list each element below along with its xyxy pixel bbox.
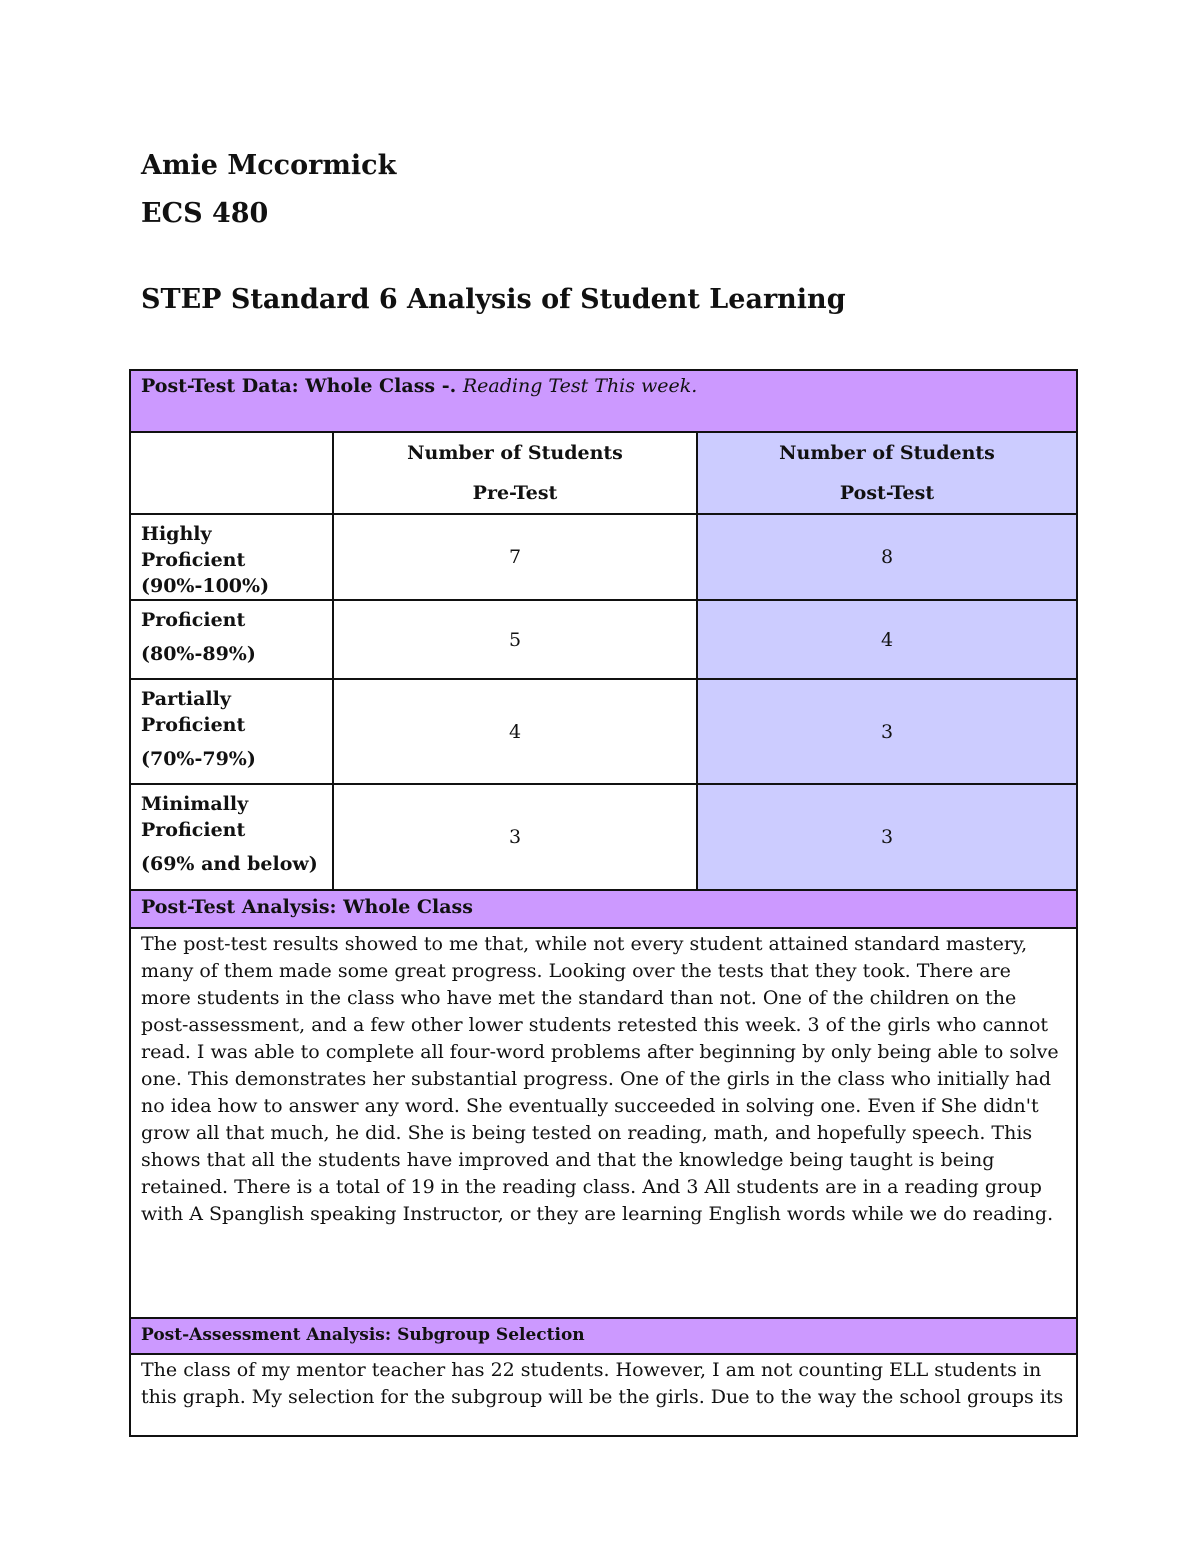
level-name: Highly Proficient bbox=[141, 523, 246, 571]
pre-test-count: 4 bbox=[333, 679, 697, 784]
level-name: Proficient bbox=[141, 609, 246, 631]
document-title: STEP Standard 6 Analysis of Student Learning bbox=[141, 284, 846, 315]
column-header-post bbox=[697, 432, 1077, 514]
level-name: Minimally Proficient bbox=[141, 793, 249, 841]
analysis-table bbox=[129, 369, 1078, 1437]
course-code: ECS 480 bbox=[141, 198, 269, 229]
table-row bbox=[130, 784, 1077, 890]
column-header-post-line2: Post-Test bbox=[839, 482, 935, 504]
level-range: (69% and below) bbox=[141, 853, 318, 875]
post-test-count: 4 bbox=[697, 600, 1077, 679]
level-label bbox=[130, 784, 333, 890]
level-range: (70%-79%) bbox=[141, 748, 256, 770]
author-name: Amie Mccormick bbox=[141, 150, 397, 181]
table-row bbox=[130, 514, 1077, 600]
analysis-text: The post-test results showed to me that, while not every student attained standard mastery, many of them made some great progress. Looking over the tests that they took. There are more students in the class who have met the standard than not. One of the children on the post-assessment, and a few other lower students retested this week. 3 of the girls who cannot read. I was able to complete all four-word problems after beginning by only being able to solve one. This demonstrates her substantial progress. One of the girls in the class who initially had no idea how to answer any word. She eventually succeeded in solving one. Even if She didn't grow all that much, he did. She is being tested on reading, math, and hopefully speech. This shows that all the students have improved and that the knowledge being taught is being retained. There is a total of 19 in the reading class. And 3 All students are in a reading group with A Spanglish speaking Instructor, or they are learning English words while we do reading. bbox=[130, 928, 1077, 1318]
level-label bbox=[130, 679, 333, 784]
analysis-heading: Post-Test Analysis: Whole Class bbox=[130, 890, 1077, 928]
post-test-count: 3 bbox=[697, 679, 1077, 784]
table-row bbox=[130, 600, 1077, 679]
column-header-pre-line2: Pre-Test bbox=[472, 482, 558, 504]
table-row bbox=[130, 679, 1077, 784]
table-caption bbox=[130, 370, 1077, 432]
pre-test-count: 3 bbox=[333, 784, 697, 890]
level-range: (90%-100%) bbox=[141, 575, 270, 597]
level-range: (80%-89%) bbox=[141, 643, 256, 665]
column-header-pre bbox=[333, 432, 697, 514]
pre-test-count: 7 bbox=[333, 514, 697, 600]
empty-header-cell bbox=[130, 432, 333, 514]
caption-italic: Reading Test This week. bbox=[462, 375, 698, 397]
pre-test-count: 5 bbox=[333, 600, 697, 679]
post-test-count: 3 bbox=[697, 784, 1077, 890]
subgroup-heading: Post-Assessment Analysis: Subgroup Selection bbox=[130, 1318, 1077, 1354]
level-label bbox=[130, 600, 333, 679]
post-test-count: 8 bbox=[697, 514, 1077, 600]
column-header-pre-line1: Number of Students bbox=[407, 442, 623, 464]
subgroup-text: The class of my mentor teacher has 22 students. However, I am not counting ELL students in this graph. My selection for the subgroup will be the girls. Due to the way the school groups its bbox=[130, 1354, 1077, 1436]
column-header-post-line1: Number of Students bbox=[779, 442, 995, 464]
caption-bold: Post-Test Data: Whole Class -. bbox=[141, 375, 457, 397]
document-header bbox=[141, 142, 396, 238]
level-label bbox=[130, 514, 333, 600]
level-name: Partially Proficient bbox=[141, 688, 246, 736]
